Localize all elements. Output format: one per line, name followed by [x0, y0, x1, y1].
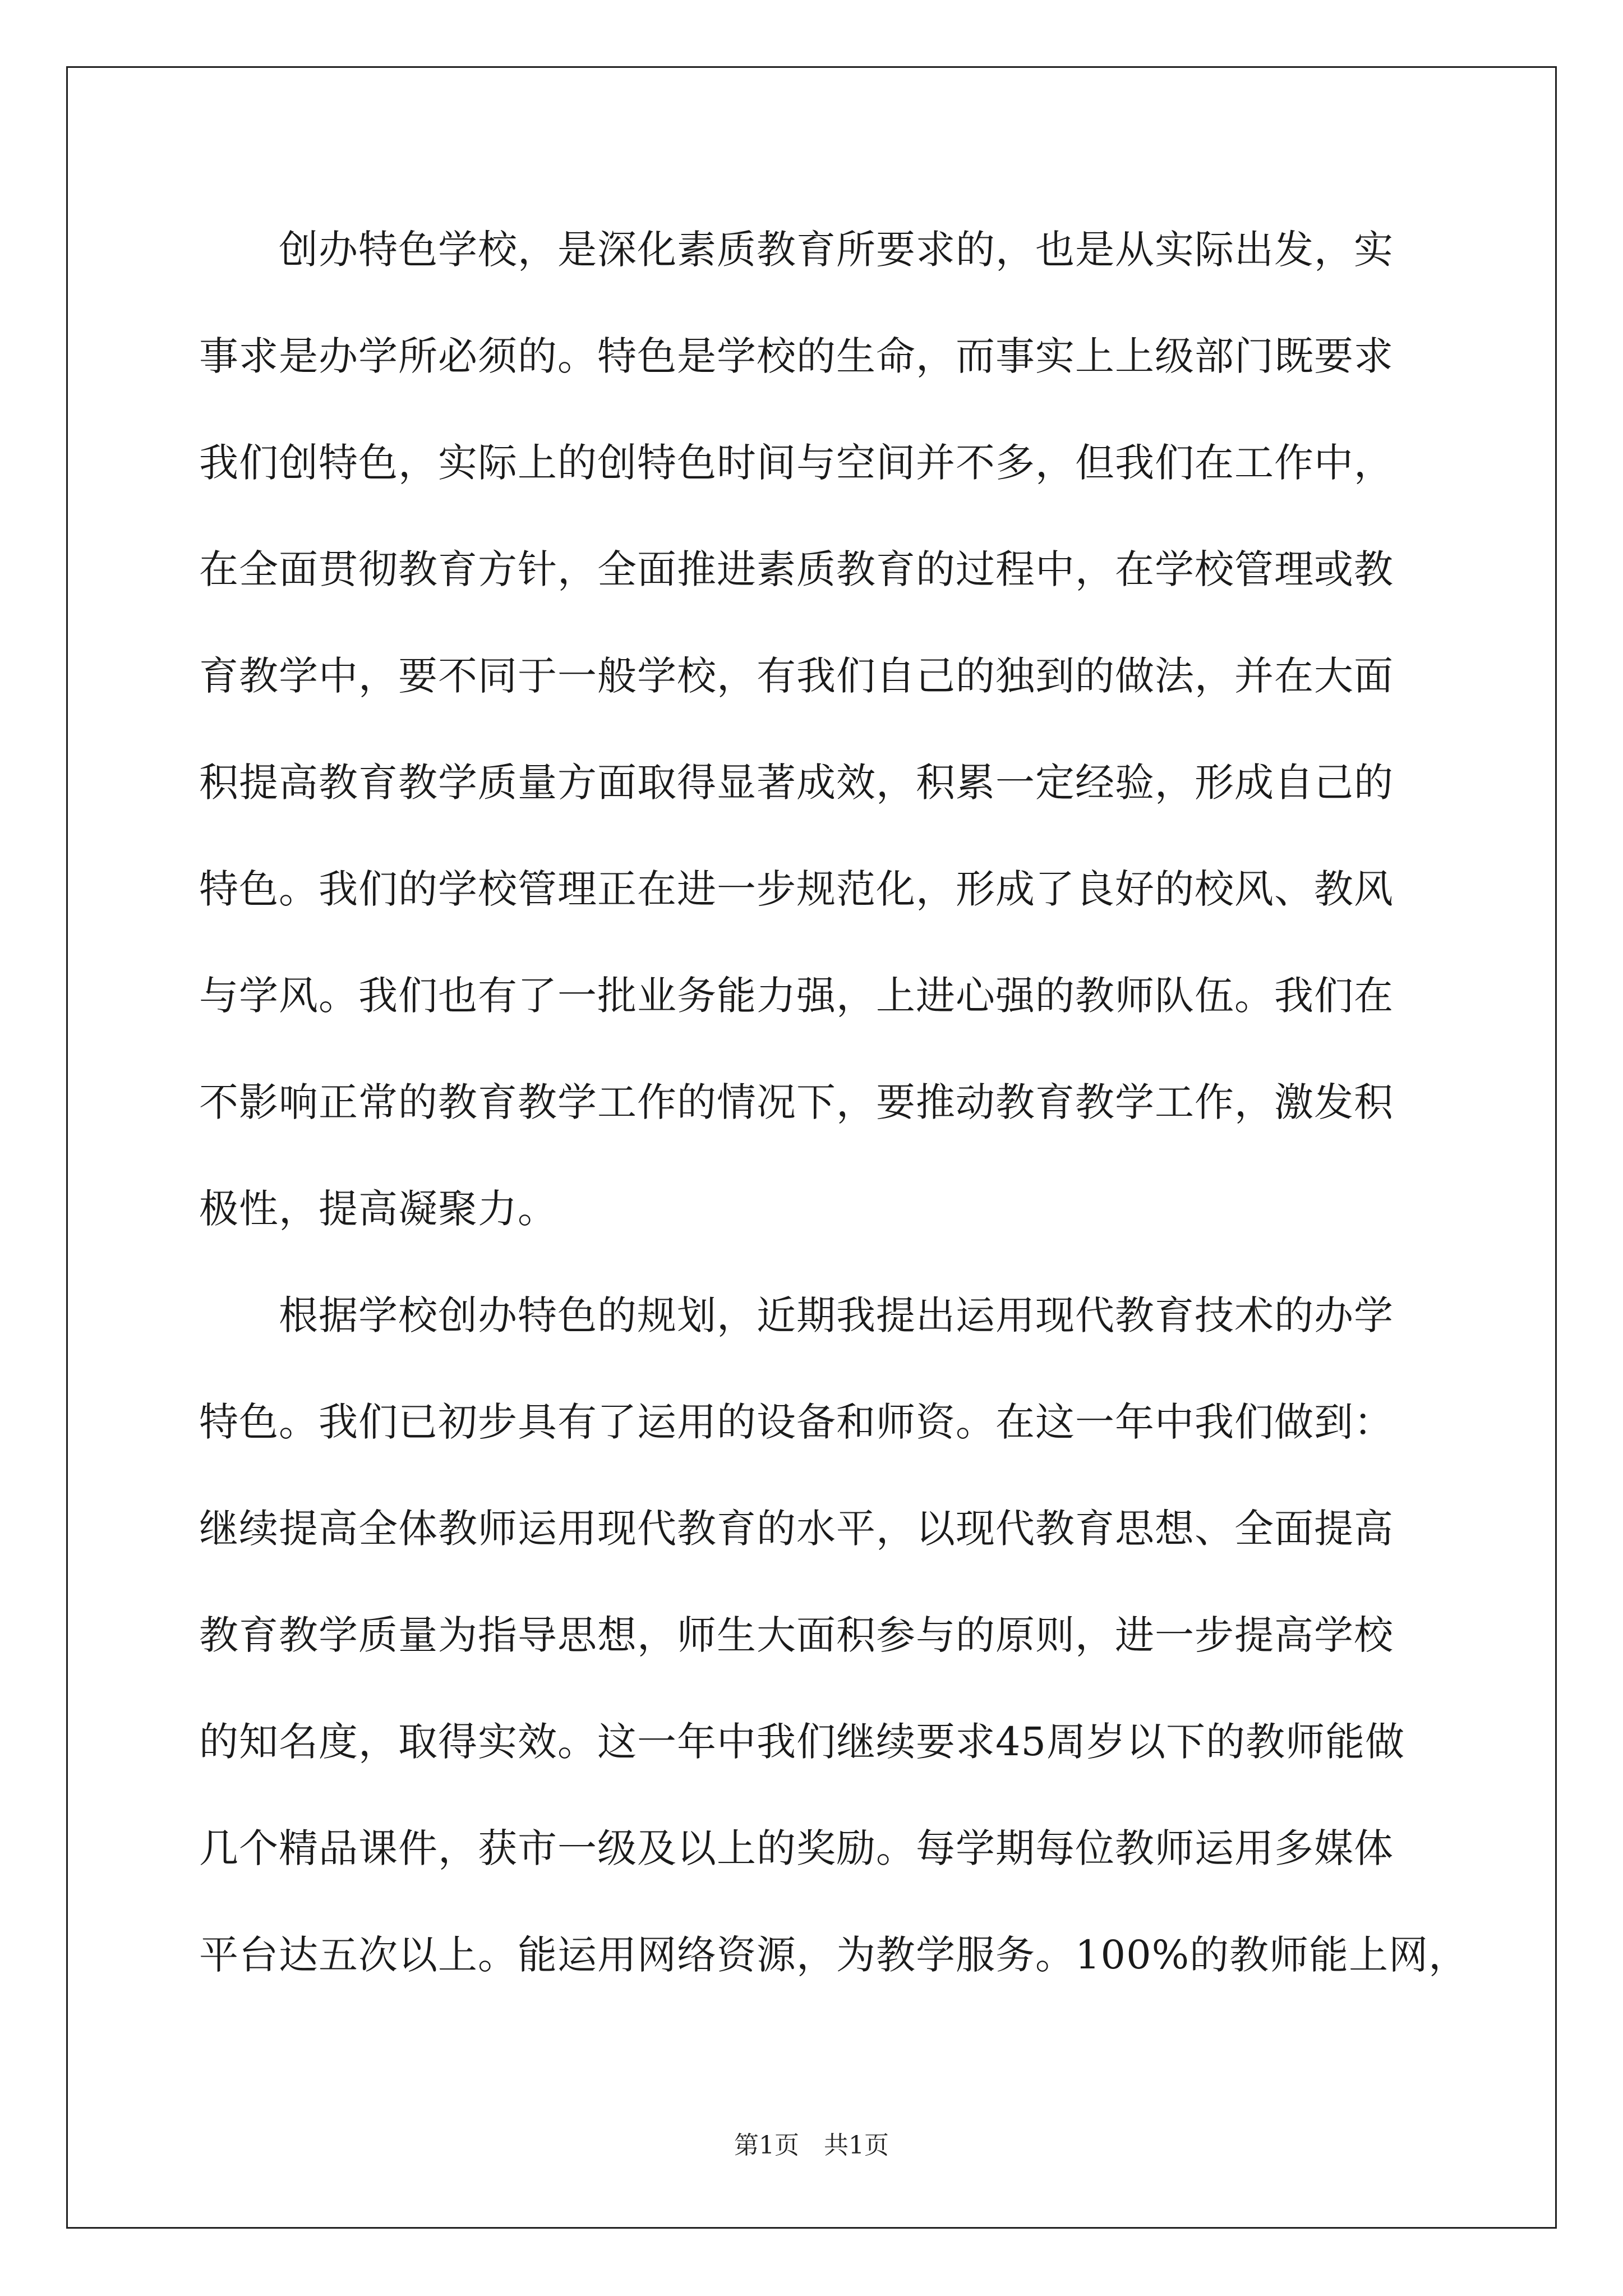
text-line: 继续提高全体教师运用现代教育的水平，以现代教育思想、全面提高 — [199, 1506, 1394, 1552]
text-line: 特色。我们已初步具有了运用的设备和师资。在这一年中我们做到： — [199, 1399, 1394, 1445]
document-body — [199, 216, 1469, 2028]
text-line: 创办特色学校，是深化素质教育所要求的，也是从实际出发，实 — [199, 227, 1394, 273]
text-line: 育教学中，要不同于一般学校，有我们自己的独到的做法，并在大面 — [199, 653, 1394, 699]
text-line: 的知名度，取得实效。这一年中我们继续要求45周岁以下的教师能做 — [199, 1719, 1405, 1765]
text-line: 积提高教育教学质量方面取得显著成效，积累一定经验，形成自己的 — [199, 760, 1394, 806]
text-line: 极性，提高凝聚力。 — [199, 1186, 557, 1232]
text-line: 我们创特色，实际上的创特色时间与空间并不多，但我们在工作中， — [199, 440, 1394, 486]
text-line: 根据学校创办特色的规划，近期我提出运用现代教育技术的办学 — [199, 1292, 1394, 1338]
text-line: 在全面贯彻教育方针，全面推进素质教育的过程中，在学校管理或教 — [199, 546, 1394, 592]
text-line: 平台达五次以上。能运用网络资源，为教学服务。100%的教师能上网， — [199, 1932, 1469, 1978]
text-line: 不影响正常的教育教学工作的情况下，要推动教育教学工作，激发积 — [199, 1079, 1394, 1125]
page-footer: 第1页 共1页 — [734, 2131, 889, 2160]
text-line: 教育教学质量为指导思想，师生大面积参与的原则，进一步提高学校 — [199, 1612, 1394, 1658]
text-line: 事求是办学所必须的。特色是学校的生命，而事实上上级部门既要求 — [199, 333, 1394, 379]
text-line: 特色。我们的学校管理正在进一步规范化，形成了良好的校风、教风 — [199, 866, 1394, 912]
text-line: 几个精品课件，获市一级及以上的奖励。每学期每位教师运用多媒体 — [199, 1825, 1394, 1871]
text-line: 与学风。我们也有了一批业务能力强，上进心强的教师队伍。我们在 — [199, 973, 1394, 1019]
